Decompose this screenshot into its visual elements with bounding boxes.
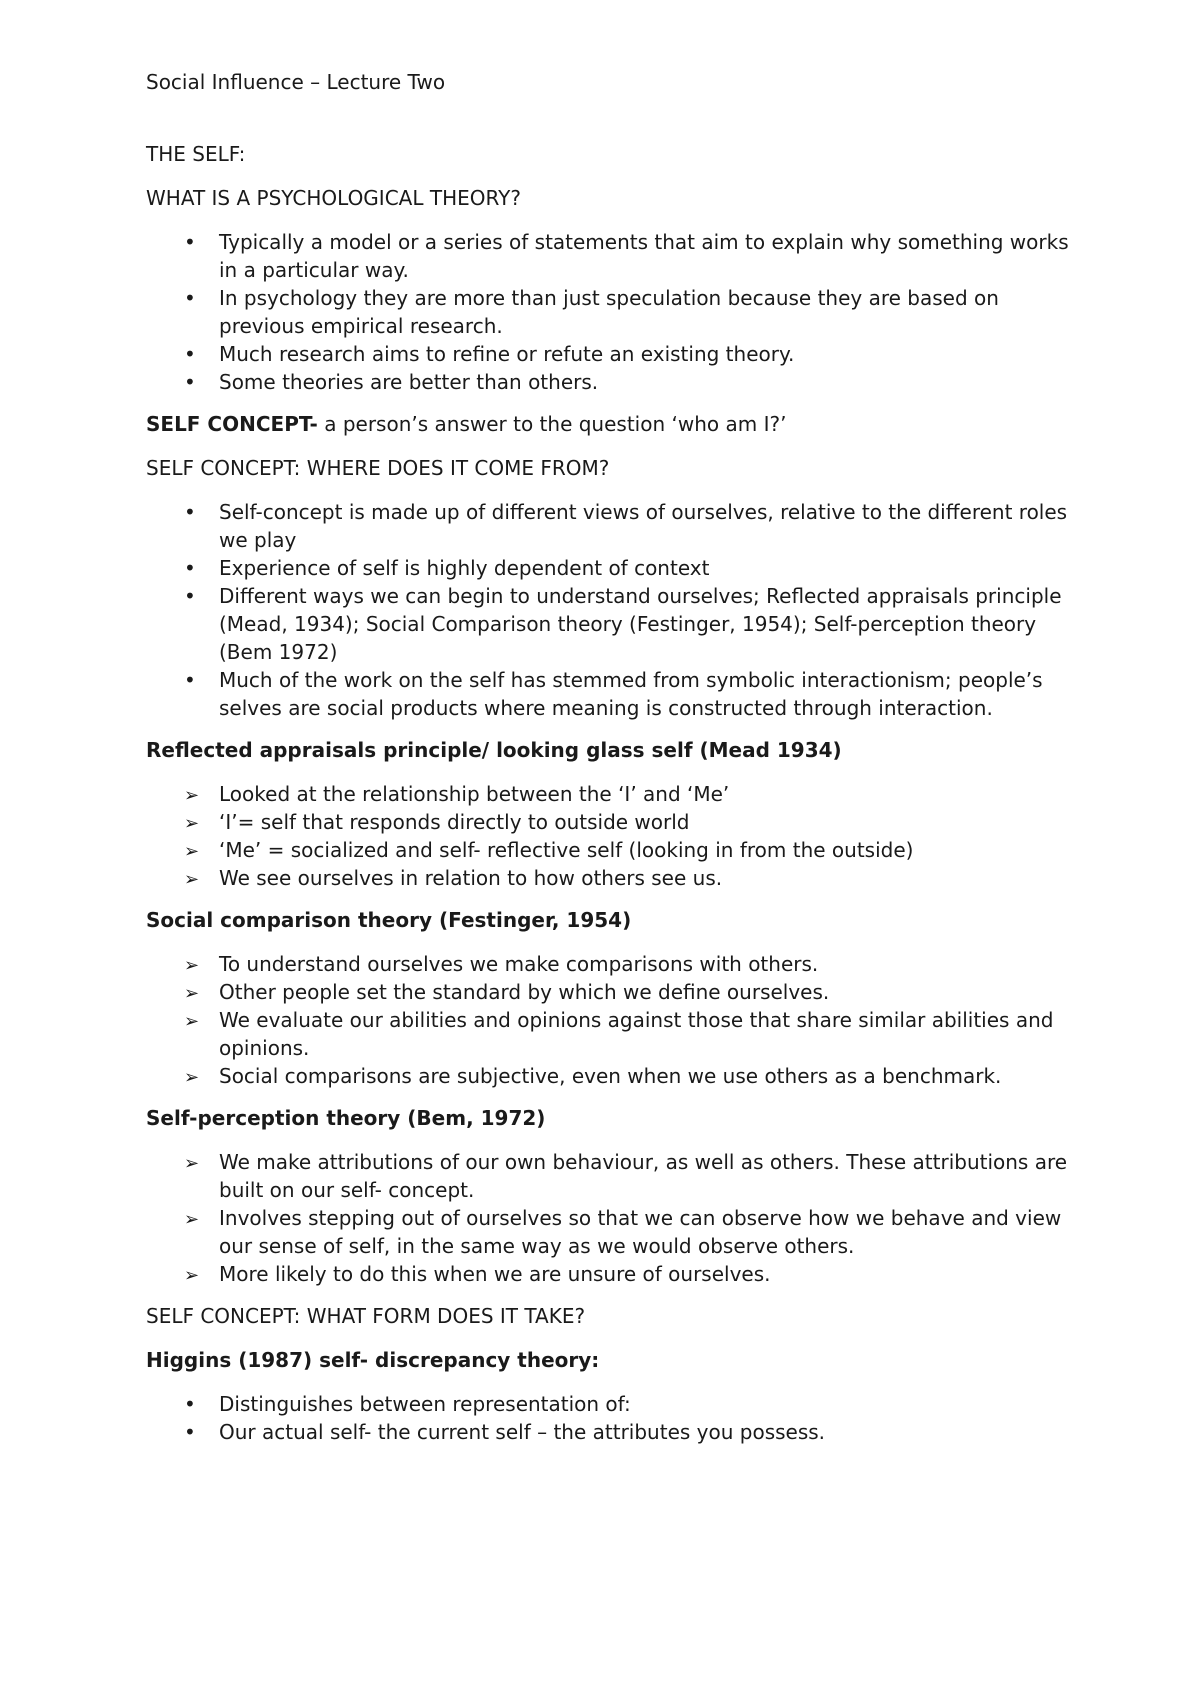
list-item: ➢ We see ourselves in relation to how others see us. bbox=[146, 864, 1080, 892]
heading-self-perception: Self-perception theory (Bem, 1972) bbox=[146, 1106, 546, 1130]
bullet-dot-icon bbox=[184, 1418, 204, 1446]
list-item: • Self-concept is made up of different views of ourselves, relative to the different roles we play bbox=[146, 498, 1080, 554]
list-item: • Typically a model or a series of statements that aim to explain why something works in a particular way. bbox=[146, 228, 1080, 284]
arrow-bullet-icon bbox=[184, 836, 204, 866]
reflected-bullet-list bbox=[146, 780, 1080, 892]
arrow-bullet-icon bbox=[184, 1148, 204, 1178]
list-item: • Much of the work on the self has stemmed from symbolic interactionism; people’s selves are social products where meaning is constructed through interaction. bbox=[146, 666, 1080, 722]
comparison-bullet-list bbox=[146, 950, 1080, 1090]
heading-where-from: SELF CONCEPT: WHERE DOES IT COME FROM? bbox=[146, 456, 610, 480]
heading-social-comparison: Social comparison theory (Festinger, 1954) bbox=[146, 908, 632, 932]
arrow-bullet-icon bbox=[184, 950, 204, 980]
list-item: • Different ways we can begin to understand ourselves; Reflected appraisals principle (Mead, 1934); Social Comparison theory (Festinger, 1954); Self-perception theory (Bem 1972) bbox=[146, 582, 1080, 666]
heading-higgins: Higgins (1987) self- discrepancy theory: bbox=[146, 1348, 600, 1372]
list-item: • In psychology they are more than just speculation because they are based on previous empirical research. bbox=[146, 284, 1080, 340]
list-item: ➢ Social comparisons are subjective, even when we use others as a benchmark. bbox=[146, 1062, 1080, 1090]
heading-the-self: THE SELF: bbox=[146, 142, 246, 166]
list-item: • Distinguishes between representation of: bbox=[146, 1390, 1080, 1418]
list-item: ➢ Looked at the relationship between the ‘I’ and ‘Me’ bbox=[146, 780, 1080, 808]
list-item: ➢ ‘I’= self that responds directly to outside world bbox=[146, 808, 1080, 836]
definition-term: SELF CONCEPT- bbox=[146, 412, 318, 436]
document-title: Social Influence – Lecture Two bbox=[146, 70, 446, 94]
bullet-dot-icon bbox=[184, 368, 204, 396]
where-bullet-list bbox=[146, 498, 1080, 722]
list-item: • Some theories are better than others. bbox=[146, 368, 1080, 396]
bullet-dot-icon bbox=[184, 554, 204, 582]
list-item: • Much research aims to refine or refute an existing theory. bbox=[146, 340, 1080, 368]
heading-what-form: SELF CONCEPT: WHAT FORM DOES IT TAKE? bbox=[146, 1304, 586, 1328]
list-item: ➢ ‘Me’ = socialized and self- reflective self (looking in from the outside) bbox=[146, 836, 1080, 864]
arrow-bullet-icon bbox=[184, 978, 204, 1008]
bullet-dot-icon bbox=[184, 340, 204, 368]
bullet-dot-icon bbox=[184, 582, 204, 610]
list-item: • Experience of self is highly dependent of context bbox=[146, 554, 1080, 582]
list-item: ➢ Other people set the standard by which we define ourselves. bbox=[146, 978, 1080, 1006]
arrow-bullet-icon bbox=[184, 1204, 204, 1234]
bullet-dot-icon bbox=[184, 228, 204, 256]
list-item: ➢ To understand ourselves we make comparisons with others. bbox=[146, 950, 1080, 978]
bullet-dot-icon bbox=[184, 498, 204, 526]
higgins-bullet-list bbox=[146, 1390, 1080, 1446]
list-item: ➢ We evaluate our abilities and opinions against those that share similar abilities and opinions. bbox=[146, 1006, 1080, 1062]
list-item: • Our actual self- the current self – the attributes you possess. bbox=[146, 1418, 1080, 1446]
self-concept-definition bbox=[146, 410, 1080, 438]
list-item: ➢ Involves stepping out of ourselves so that we can observe how we behave and view our sense of self, in the same way as we would observe others. bbox=[146, 1204, 1080, 1260]
arrow-bullet-icon bbox=[184, 780, 204, 810]
list-item: ➢ We make attributions of our own behaviour, as well as others. These attributions are built on our self- concept. bbox=[146, 1148, 1080, 1204]
arrow-bullet-icon bbox=[184, 864, 204, 894]
arrow-bullet-icon bbox=[184, 1006, 204, 1036]
theory-bullet-list bbox=[146, 228, 1080, 396]
bullet-dot-icon bbox=[184, 1390, 204, 1418]
heading-reflected-appraisals: Reflected appraisals principle/ looking glass self (Mead 1934) bbox=[146, 738, 842, 762]
heading-psychological-theory: WHAT IS A PSYCHOLOGICAL THEORY? bbox=[146, 186, 521, 210]
bullet-dot-icon bbox=[184, 666, 204, 694]
bullet-dot-icon bbox=[184, 284, 204, 312]
perception-bullet-list bbox=[146, 1148, 1080, 1288]
arrow-bullet-icon bbox=[184, 1260, 204, 1290]
arrow-bullet-icon bbox=[184, 1062, 204, 1092]
definition-text: a person’s answer to the question ‘who am I?’ bbox=[317, 412, 787, 436]
arrow-bullet-icon bbox=[184, 808, 204, 838]
list-item: ➢ More likely to do this when we are unsure of ourselves. bbox=[146, 1260, 1080, 1288]
